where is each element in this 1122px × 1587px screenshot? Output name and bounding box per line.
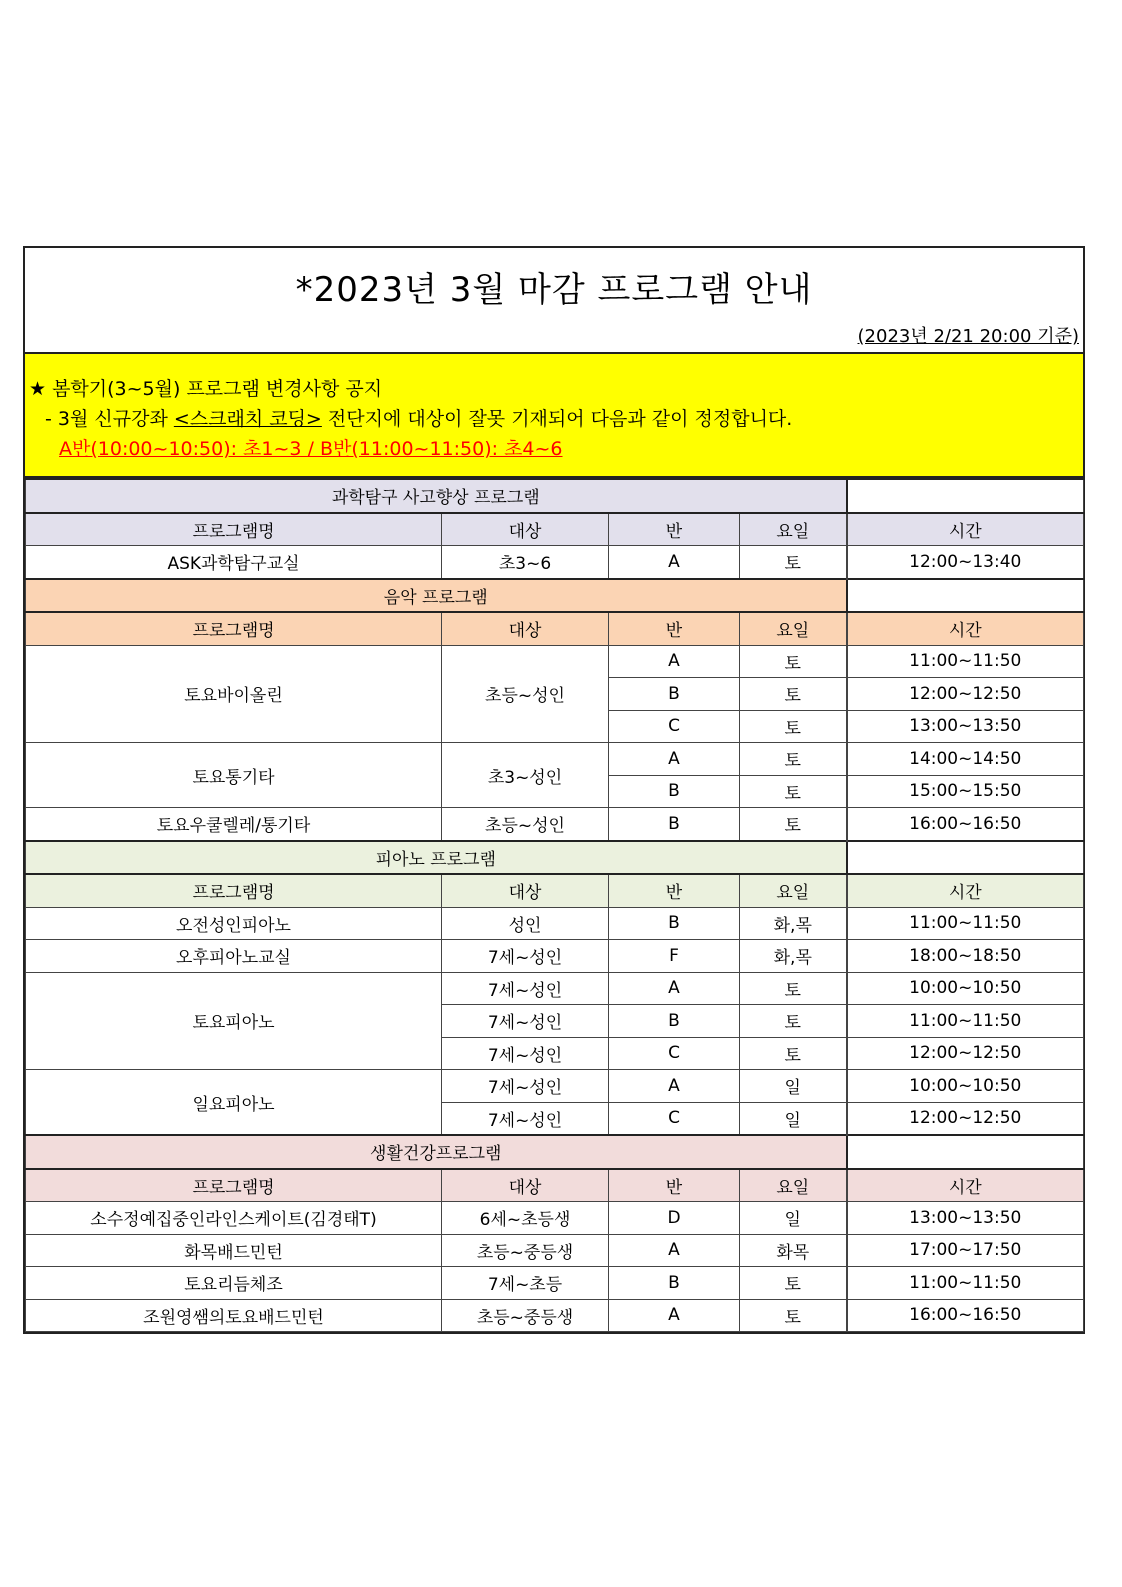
day: 토 [740, 1299, 847, 1332]
section-header-science [26, 479, 1084, 513]
time: 10:00~10:50 [847, 1070, 1084, 1103]
col-target: 대상 [442, 612, 609, 645]
col-target: 대상 [442, 513, 609, 546]
program-name: 소수정예집중인라인스케이트(김경태T) [26, 1202, 442, 1235]
table-row [26, 1267, 1084, 1300]
col-time: 시간 [847, 1169, 1084, 1202]
day: 토 [740, 743, 847, 776]
day: 토 [740, 678, 847, 711]
program-name: 토요피아노 [26, 972, 442, 1070]
time: 16:00~16:50 [847, 808, 1084, 841]
time: 11:00~11:50 [847, 1267, 1084, 1300]
program-name: 토요리듬체조 [26, 1267, 442, 1300]
time: 12:00~12:50 [847, 1102, 1084, 1135]
section-title: 피아노 프로그램 [26, 841, 847, 875]
col-day: 요일 [740, 874, 847, 907]
section-header-piano [26, 841, 1084, 875]
class: A [609, 1070, 740, 1103]
class: A [609, 645, 740, 678]
time: 14:00~14:50 [847, 743, 1084, 776]
target: 초3~성인 [442, 743, 609, 808]
section-header-music [26, 579, 1084, 613]
time: 13:00~13:50 [847, 1202, 1084, 1235]
col-time: 시간 [847, 612, 1084, 645]
day: 토 [740, 1037, 847, 1070]
table-row [26, 645, 1084, 678]
program-name: 토요통기타 [26, 743, 442, 808]
class: D [609, 1202, 740, 1235]
column-header-row [26, 513, 1084, 546]
program-name: 일요피아노 [26, 1070, 442, 1136]
time: 13:00~13:50 [847, 710, 1084, 743]
target: 초등~중등생 [442, 1234, 609, 1267]
section-title: 과학탐구 사고향상 프로그램 [26, 479, 847, 513]
section-title: 생활건강프로그램 [26, 1135, 847, 1169]
col-time: 시간 [847, 874, 1084, 907]
day: 일 [740, 1102, 847, 1135]
class: B [609, 1005, 740, 1038]
time: 15:00~15:50 [847, 775, 1084, 808]
target: 7세~성인 [442, 1037, 609, 1070]
col-day: 요일 [740, 513, 847, 546]
class: C [609, 710, 740, 743]
time: 17:00~17:50 [847, 1234, 1084, 1267]
table-row [26, 940, 1084, 973]
day: 화,목 [740, 907, 847, 940]
target: 7세~성인 [442, 1070, 609, 1103]
class: B [609, 1267, 740, 1300]
section-title: 음악 프로그램 [26, 579, 847, 613]
target: 7세~성인 [442, 1102, 609, 1135]
class: A [609, 972, 740, 1005]
col-class: 반 [609, 1169, 740, 1202]
target: 7세~성인 [442, 972, 609, 1005]
table-row [26, 1202, 1084, 1235]
program-name: 토요우쿨렐레/통기타 [26, 808, 442, 841]
time: 16:00~16:50 [847, 1299, 1084, 1332]
class: B [609, 808, 740, 841]
time: 11:00~11:50 [847, 645, 1084, 678]
column-header-row [26, 874, 1084, 907]
day: 토 [740, 808, 847, 841]
class: A [609, 1234, 740, 1267]
notice-heading: ★ 봄학기(3~5월) 프로그램 변경사항 공지 [29, 378, 383, 400]
day: 토 [740, 546, 847, 579]
target: 초등~성인 [442, 645, 609, 743]
target: 성인 [442, 907, 609, 940]
notice-detail [45, 404, 792, 431]
day: 화목 [740, 1234, 847, 1267]
day: 일 [740, 1070, 847, 1103]
day: 토 [740, 972, 847, 1005]
target: 6세~초등생 [442, 1202, 609, 1235]
notice-course-name: <스크래치 코딩> [173, 408, 322, 430]
time: 11:00~11:50 [847, 907, 1084, 940]
class: B [609, 678, 740, 711]
day: 일 [740, 1202, 847, 1235]
program-name: 화목배드민턴 [26, 1234, 442, 1267]
notice-detail-prefix: - 3월 신규강좌 [45, 408, 174, 430]
col-program: 프로그램명 [26, 874, 442, 907]
table-row [26, 972, 1084, 1005]
col-day: 요일 [740, 612, 847, 645]
target: 초등~중등생 [442, 1299, 609, 1332]
target: 7세~성인 [442, 1005, 609, 1038]
class: C [609, 1102, 740, 1135]
day: 화,목 [740, 940, 847, 973]
col-day: 요일 [740, 1169, 847, 1202]
col-class: 반 [609, 513, 740, 546]
col-target: 대상 [442, 874, 609, 907]
basis-date: (2023년 2/21 20:00 기준) [857, 326, 1079, 347]
class: A [609, 1299, 740, 1332]
class: A [609, 743, 740, 776]
table-row [26, 808, 1084, 841]
page-title: *2023년 3월 마감 프로그램 안내 [295, 270, 813, 310]
col-target: 대상 [442, 1169, 609, 1202]
table-row [26, 1299, 1084, 1332]
table-row [26, 743, 1084, 776]
day: 토 [740, 710, 847, 743]
class: C [609, 1037, 740, 1070]
class: B [609, 907, 740, 940]
class: A [609, 546, 740, 579]
class: B [609, 775, 740, 808]
column-header-row [26, 1169, 1084, 1202]
time: 12:00~12:50 [847, 1037, 1084, 1070]
target: 7세~초등 [442, 1267, 609, 1300]
col-class: 반 [609, 612, 740, 645]
target: 초3~6 [442, 546, 609, 579]
column-header-row [26, 612, 1084, 645]
program-name: 오전성인피아노 [26, 907, 442, 940]
col-program: 프로그램명 [26, 612, 442, 645]
time: 11:00~11:50 [847, 1005, 1084, 1038]
program-name: 조원영쌤의토요배드민턴 [26, 1299, 442, 1332]
target: 7세~성인 [442, 940, 609, 973]
col-program: 프로그램명 [26, 1169, 442, 1202]
section-blank-cell [847, 841, 1084, 875]
time: 18:00~18:50 [847, 940, 1084, 973]
table-row [26, 1070, 1084, 1103]
program-table [25, 478, 1084, 1332]
target: 초등~성인 [442, 808, 609, 841]
time: 12:00~13:40 [847, 546, 1084, 579]
time: 10:00~10:50 [847, 972, 1084, 1005]
col-class: 반 [609, 874, 740, 907]
time: 12:00~12:50 [847, 678, 1084, 711]
program-name: ASK과학탐구교실 [26, 546, 442, 579]
table-row [26, 546, 1084, 579]
table-row [26, 1234, 1084, 1267]
day: 토 [740, 645, 847, 678]
section-blank-cell [847, 1135, 1084, 1169]
program-name: 오후피아노교실 [26, 940, 442, 973]
notice-detail-suffix: 전단지에 대상이 잘못 기재되어 다음과 같이 정정합니다. [321, 408, 793, 430]
col-time: 시간 [847, 513, 1084, 546]
section-header-health [26, 1135, 1084, 1169]
title-area [25, 248, 1083, 354]
notice-box [25, 354, 1083, 478]
program-sheet [23, 246, 1085, 1334]
day: 토 [740, 1005, 847, 1038]
day: 토 [740, 1267, 847, 1300]
col-program: 프로그램명 [26, 513, 442, 546]
section-blank-cell [847, 479, 1084, 513]
program-name: 토요바이올린 [26, 645, 442, 743]
section-blank-cell [847, 579, 1084, 613]
class: F [609, 940, 740, 973]
notice-correction: A반(10:00~10:50): 초1~3 / B반(11:00~11:50): 초4~6 [59, 438, 563, 460]
day: 토 [740, 775, 847, 808]
table-row [26, 907, 1084, 940]
